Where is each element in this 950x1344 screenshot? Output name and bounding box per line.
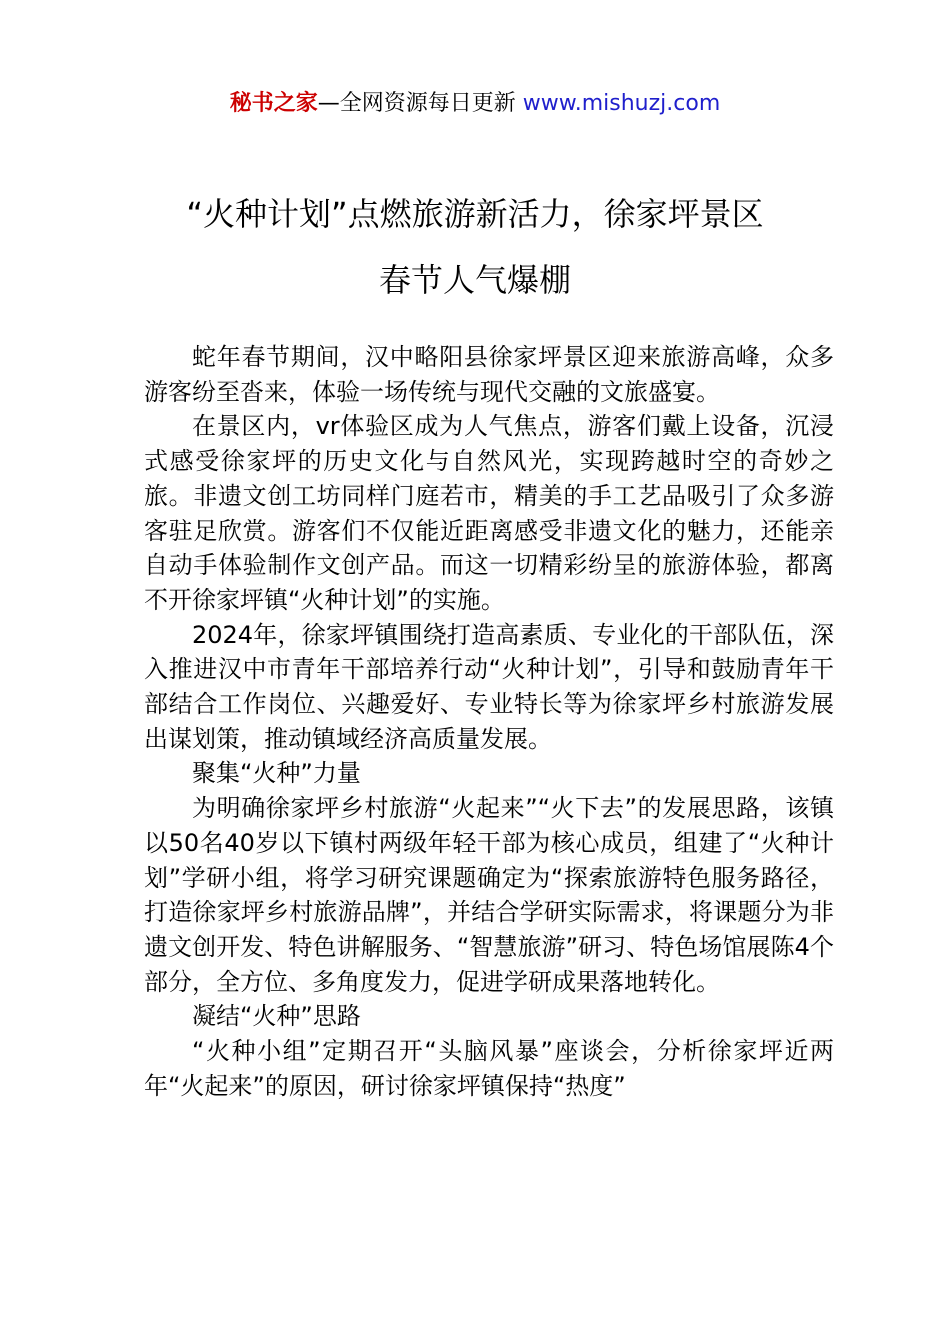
paragraph-2: 在景区内，vr体验区成为人气焦点，游客们戴上设备，沉浸式感受徐家坪的历史文化与自然风光，实现跨越时空的奇妙之旅。非遗文创工坊同样门庭若市，精美的手工艺品吸引了众多游客驻足欣赏。游客们不仅能近距离感受非遗文化的魅力，还能亲自动手体验制作文创产品。而这一切精彩纷呈的旅游体验，都离不开徐家坪镇“火种计划”的实施。 — [144, 412, 834, 614]
header-slogan: —全网资源每日更新 — [317, 91, 516, 116]
document-title-line-1: “火种计划”点燃旅游新活力，徐家坪景区 — [186, 195, 764, 233]
site-header-banner — [0, 88, 950, 120]
paragraph-1: 蛇年春节期间，汉中略阳县徐家坪景区迎来旅游高峰，众多游客纷至沓来，体验一场传统与现代交融的文旅盛宴。 — [144, 343, 834, 406]
paragraph-3: 2024年，徐家坪镇围绕打造高素质、专业化的干部队伍，深入推进汉中市青年干部培养行动“火种计划”，引导和鼓励青年干部结合工作岗位、兴趣爱好、专业特长等为徐家坪乡村旅游发展出谋划策，推动镇域经济高质量发展。 — [144, 620, 834, 753]
article-body — [144, 340, 834, 1103]
site-url-link[interactable]: www.mishuzj.com — [522, 91, 721, 116]
paragraph-5: “火种小组”定期召开“头脑风暴”座谈会，分析徐家坪近两年“火起来”的原因，研讨徐家坪镇保持“热度” — [144, 1037, 834, 1100]
paragraph-4: 为明确徐家坪乡村旅游“火起来”“火下去”的发展思路，该镇以50名40岁以下镇村两级年轻干部为核心成员，组建了“火种计划”学研小组，将学习研究课题确定为“探索旅游特色服务路径，打造徐家坪乡村旅游品牌”，并结合学研实际需求，将课题分为非遗文创开发、特色讲解服务、“智慧旅游”研习、特色场馆展陈4个部分，全方位、多角度发力，促进学研成果落地转化。 — [144, 794, 834, 996]
section-heading-2: 凝结“火种”思路 — [192, 1002, 361, 1031]
section-heading-1: 聚集“火种”力量 — [192, 759, 361, 788]
brand-name: 秘书之家 — [229, 91, 318, 116]
document-title-line-2: 春节人气爆棚 — [378, 261, 571, 299]
